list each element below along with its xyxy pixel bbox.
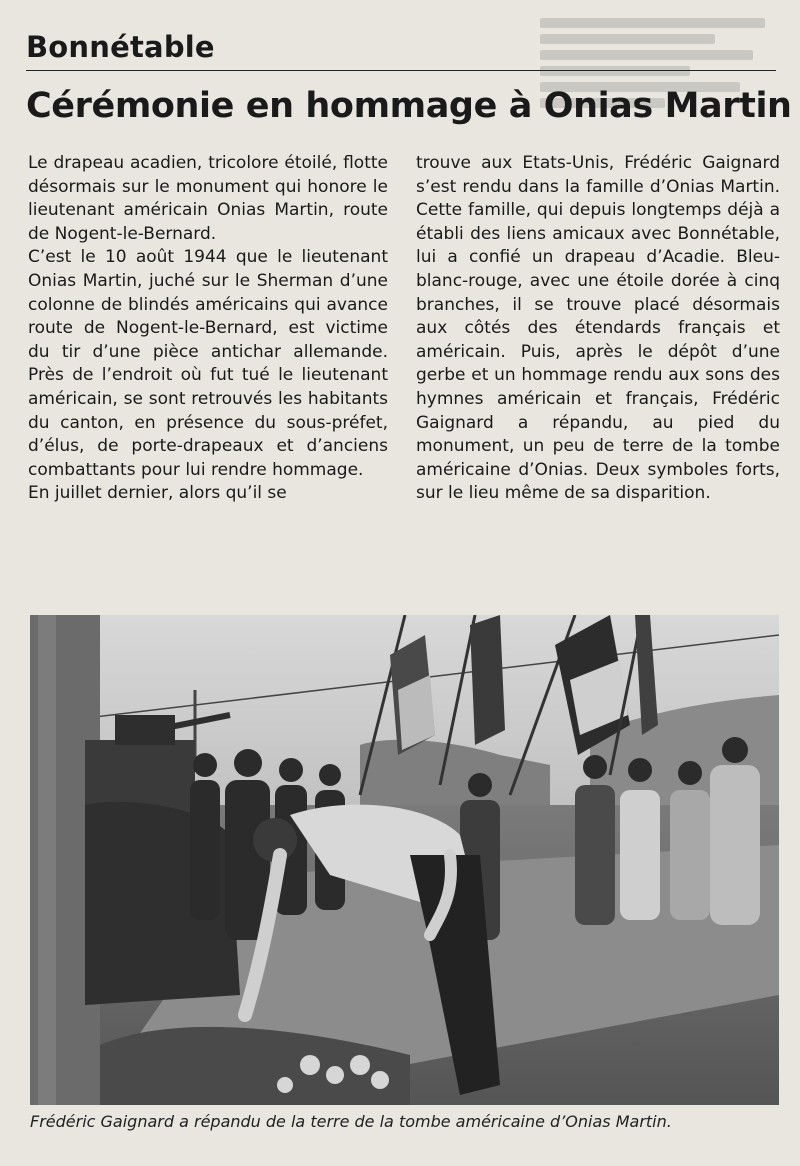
photo-caption: Frédéric Gaignard a répandu de la terre de la tombe américaine d’Onias Martin. xyxy=(30,1112,672,1131)
article-headline: Cérémonie en hommage à Onias Martin xyxy=(26,86,792,126)
paragraph: En juillet dernier, alors qu’il se xyxy=(28,483,287,504)
paragraph: Le drapeau acadien, tricolore étoilé, flotte désormais sur le monument qui honore le lieutenant américain Onias Martin, route de Nogent-le-Bernard. xyxy=(28,153,388,244)
paragraph: trouve aux Etats-Unis, Frédéric Gaignard s’est rendu dans la famille d’Onias Martin. Cette famille, qui depuis longtemps déjà a établi des liens amicaux avec Bonnétable, lui a confié un drapeau d’Acadie. Bleu-blanc-rouge, avec une étoile dorée à cinq branches, il se trouve placé désormais aux côtés des étendards français et américain. Puis, après le dépôt d’une gerbe et un hommage rendu aux sons des hymnes américain et français, Frédéric Gaignard a répandu, au pied du monument, un peu de terre de la tombe américaine d’Onias. Deux symboles forts, sur le lieu même de sa disparition. xyxy=(416,153,780,504)
section-rule xyxy=(26,70,776,71)
article-column-right xyxy=(416,152,780,506)
ceremony-photo xyxy=(30,615,779,1105)
section-title: Bonnétable xyxy=(26,30,215,64)
article-column-left xyxy=(28,152,388,506)
paragraph: C’est le 10 août 1944 que le lieutenant Onias Martin, juché sur le Sherman d’une colonne de blindés américains qui avance route de Nogent-le-Bernard, est victime du tir d’une pièce antichar allemande. Près de l’endroit où fut tué le lieutenant américain, se sont retrouvés les habitants du canton, en présence du sous-préfet, d’élus, de porte-drapeaux et d’anciens combattants pour lui rendre hommage. xyxy=(28,247,388,480)
